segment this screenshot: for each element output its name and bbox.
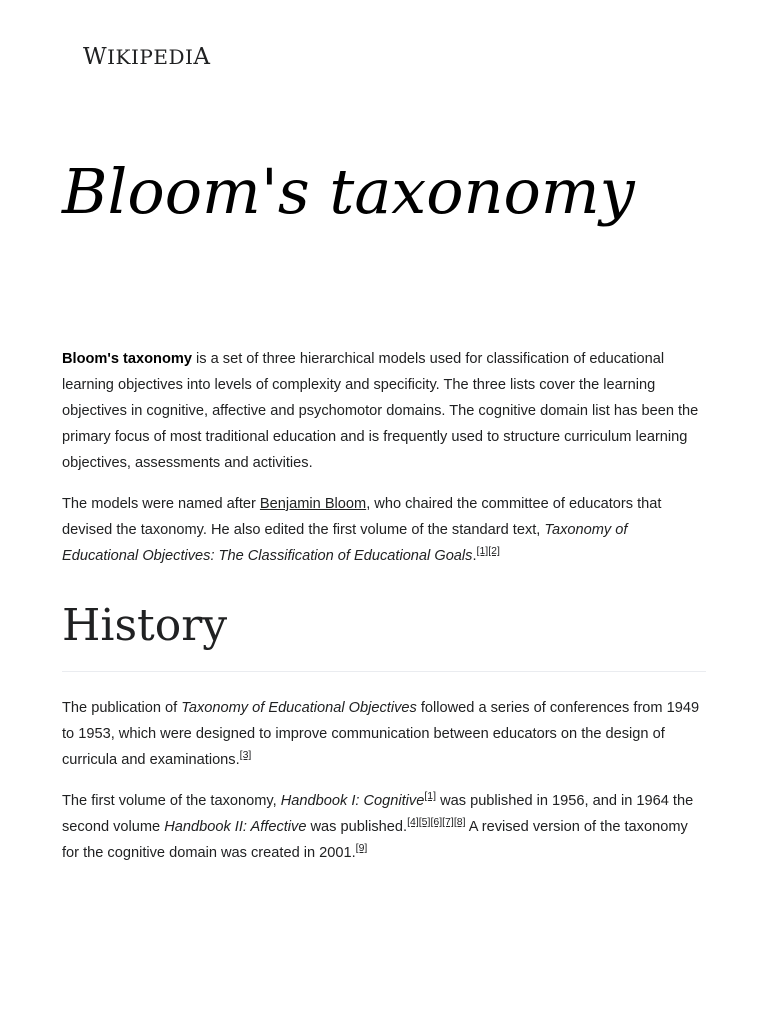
citation-ref-9[interactable]: [9] [355,842,368,855]
handbook-2-italic: Handbook II: Affective [164,819,307,835]
citation-ref-7[interactable]: [7] [442,816,454,829]
logo-letter-a: A [193,44,211,70]
citation-ref-4[interactable]: [4] [407,816,419,829]
intro-paragraph-1-text: is a set of three hierarchical models used for classification of educational learning objectives into levels of complexity and specificity. The three lists cover the learning objectives in cognitive, affective and psychomotor domains. The cognitive domain list has been the primary focus of most traditional education and is frequently used to structure curriculum learning objectives, assessments and activities. [62,351,699,471]
history-paragraph-1 [62,695,706,773]
intro-paragraph-2 [62,491,706,569]
bold-term: Bloom's taxonomy [62,351,192,367]
citation-ref-5[interactable]: [5] [418,816,431,829]
benjamin-bloom-link[interactable]: Benjamin Bloom [259,496,367,512]
history-paragraph-2-text-a: The first volume of the taxonomy, [62,793,281,809]
history-paragraph-2-text-c: was published. [306,819,408,835]
logo-letters-middle: IKIPEDI [107,45,194,69]
section-heading-history: History [62,595,706,672]
intro-paragraph-2-text-b: , who chaired the committee of educators that devised the taxonomy. He also edited the first volume of the standard text, [62,496,662,538]
history-paragraph-2-text-b: was published in 1956, and in 1964 the second volume [62,793,694,835]
page-title: Bloom's taxonomy [62,155,635,228]
history-paragraph-1-text-a: The publication of [62,700,182,716]
citation-ref-3[interactable]: [3] [239,749,252,762]
citation-ref-8[interactable]: [8] [453,816,466,829]
book-title-italic: Taxonomy of Educational Objectives: The Classification of Educational Goals [62,522,628,564]
article-body [62,346,706,881]
citation-ref-6[interactable]: [6] [430,816,443,829]
book-title-italic: Taxonomy of Educational Objectives [181,700,417,716]
handbook-1-italic: Handbook I: Cognitive [280,793,425,809]
citation-ref-1[interactable]: [1] [476,545,489,558]
history-paragraph-2-text-d: A revised version of the taxonomy for the cognitive domain was created in 2001. [62,819,688,861]
history-paragraph-2 [62,788,706,866]
intro-paragraph-1 [62,346,706,476]
wikipedia-logo[interactable] [83,44,211,70]
citation-ref-1-repeat[interactable]: [1] [424,790,437,803]
history-section [62,695,706,866]
history-paragraph-1-text-b: followed a series of conferences from 1949 to 1953, which were designed to improve communication between educators on the design of curricula and examinations. [62,700,700,768]
logo-letter-w: W [83,44,108,70]
citation-ref-2[interactable]: [2] [488,545,500,558]
intro-paragraph-2-period: . [472,548,477,564]
intro-paragraph-2-text-a: The models were named after [62,496,260,512]
